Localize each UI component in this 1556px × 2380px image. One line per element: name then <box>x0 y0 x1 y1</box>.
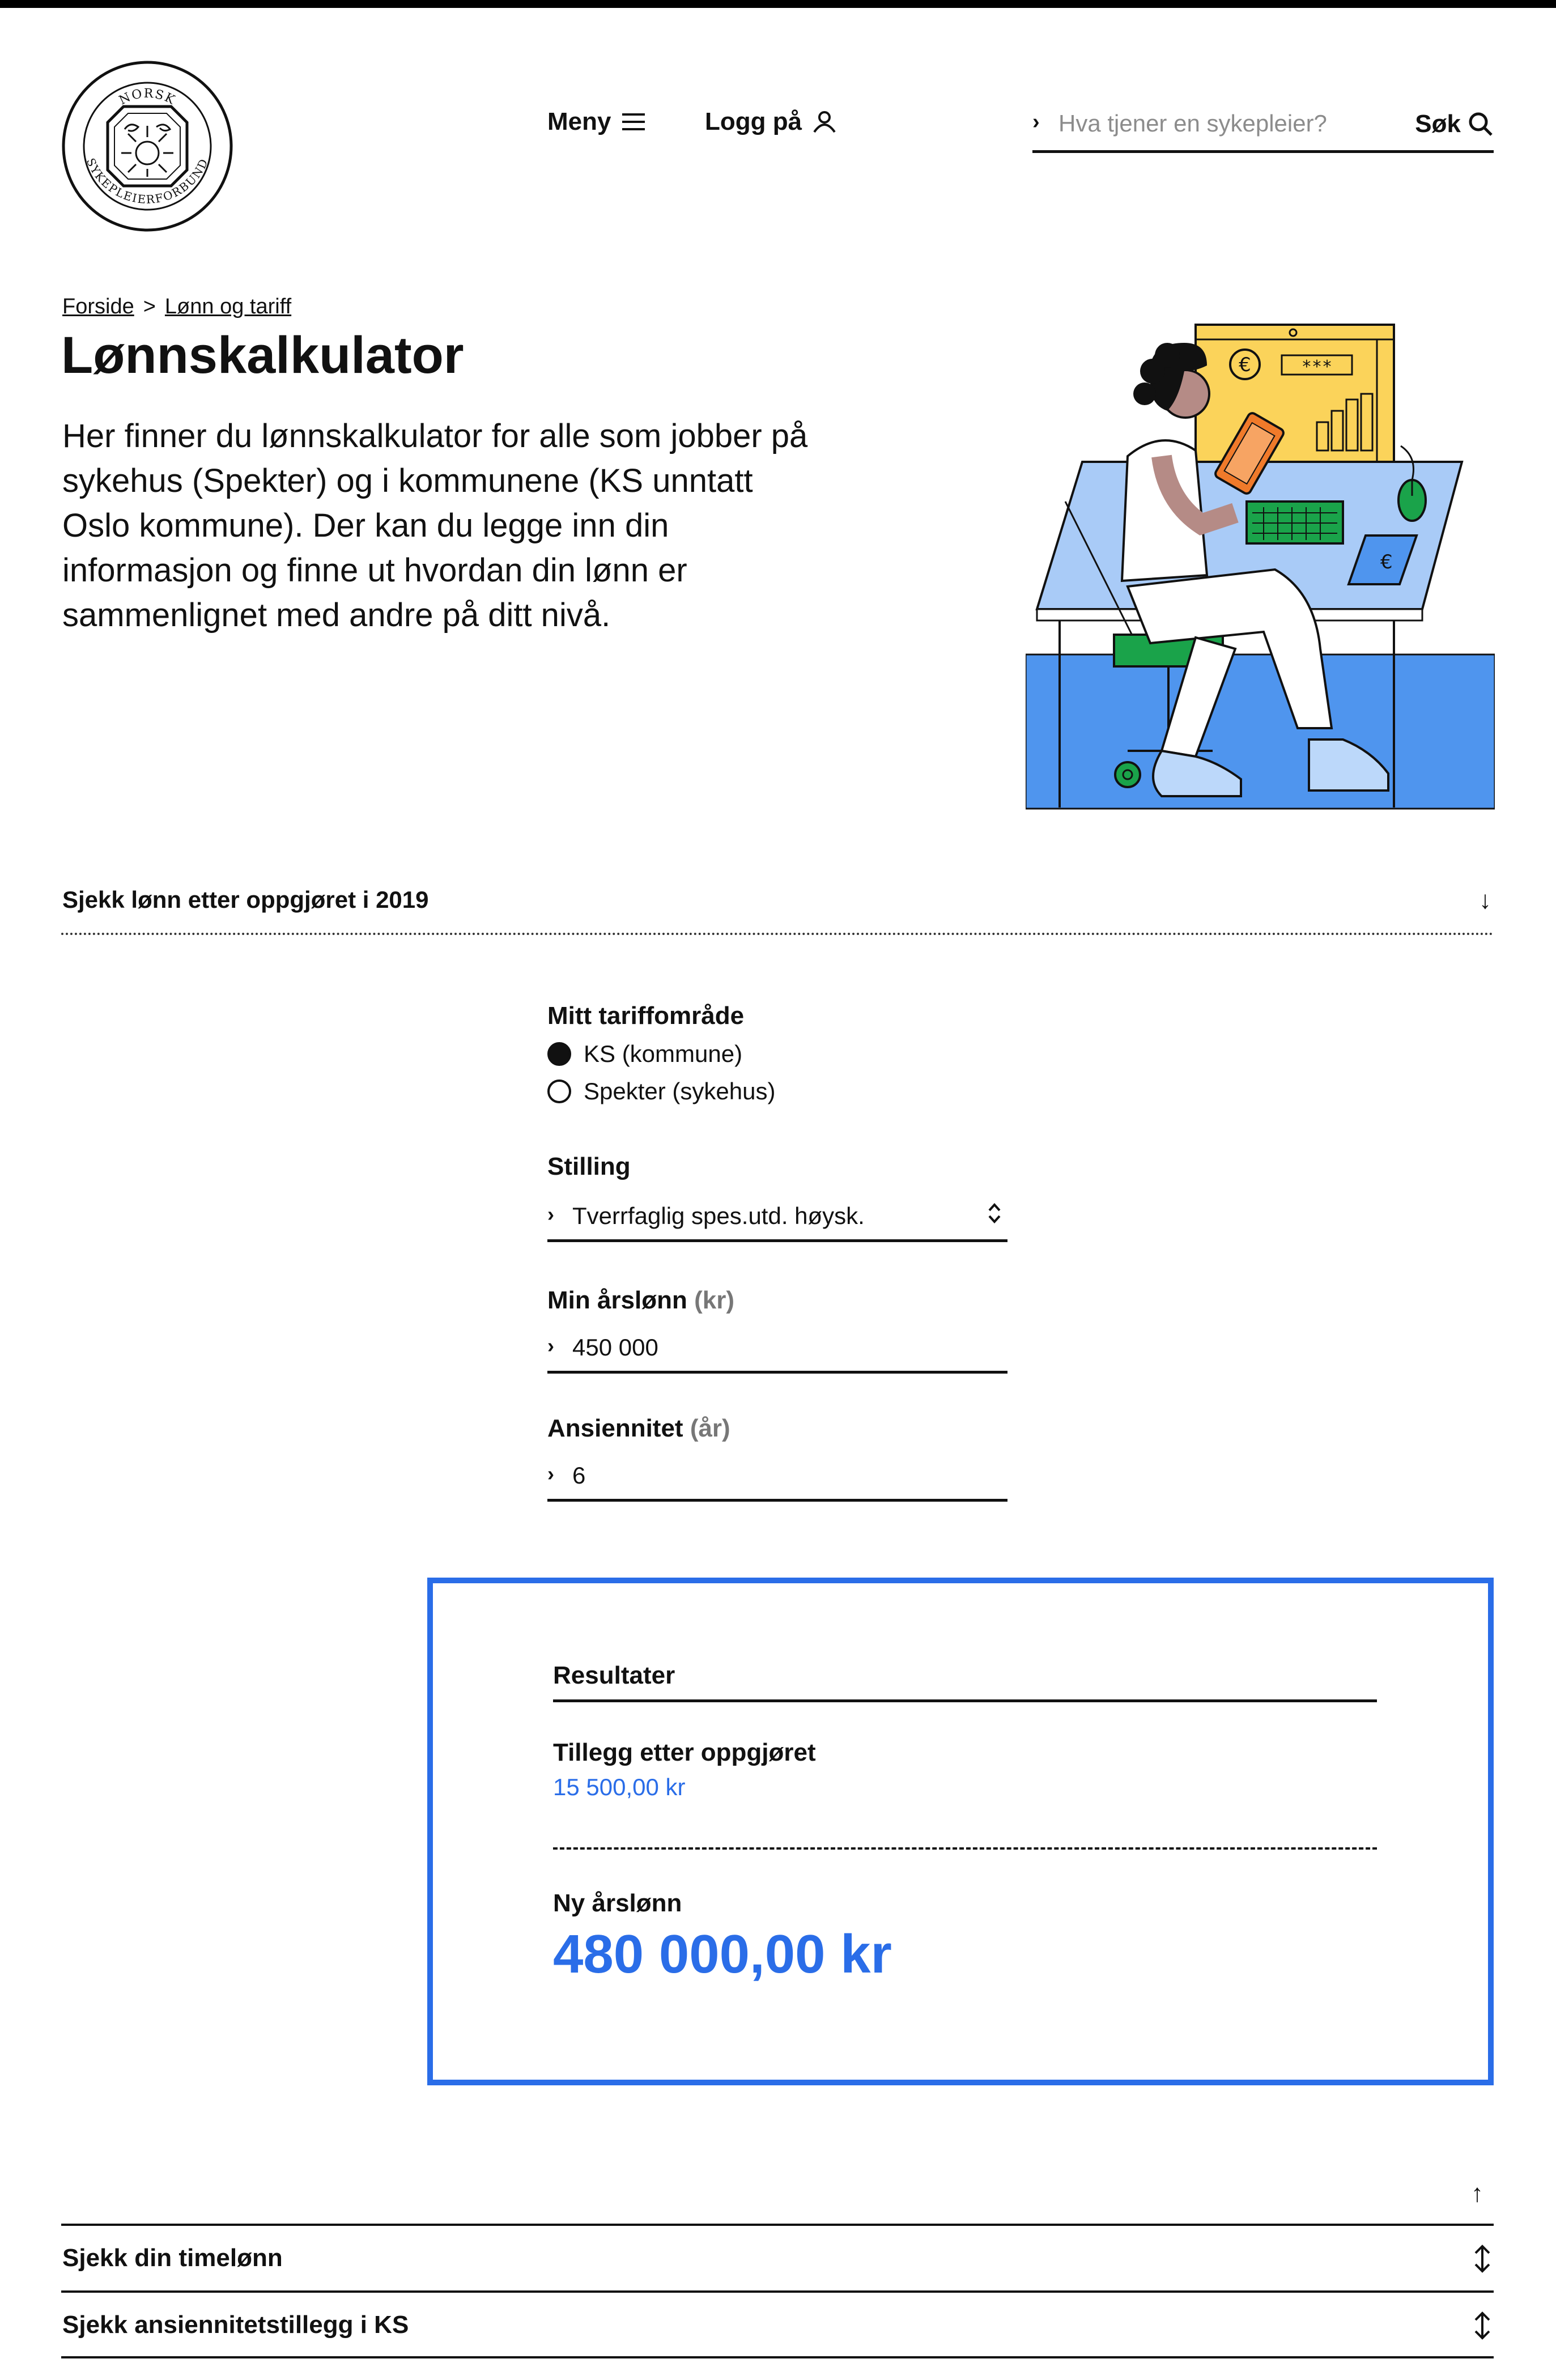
accordion-timelonn[interactable] <box>61 2224 1494 2290</box>
results-panel <box>427 1578 1494 2085</box>
seniority-value: 6 <box>572 1462 586 1489</box>
chevron-updown-icon <box>986 1199 1003 1227</box>
accordion-title: Sjekk lønn etter oppgjøret i 2019 <box>62 886 429 913</box>
tariff-label: Mitt tariffområde <box>547 1002 745 1030</box>
seniority-unit: (år) <box>690 1414 730 1442</box>
seniority-label-row <box>547 1414 730 1443</box>
salary-label-row <box>547 1286 734 1315</box>
chevron-right-icon: › <box>1032 110 1040 134</box>
addition-label: Tillegg etter oppgjøret <box>553 1739 816 1766</box>
radio-unselected-icon <box>547 1080 571 1103</box>
salary-input[interactable] <box>547 1321 1007 1374</box>
search-icon <box>1468 111 1494 137</box>
login-button[interactable] <box>705 108 837 136</box>
menu-button[interactable] <box>547 108 646 136</box>
expand-updown-icon <box>1471 2243 1494 2275</box>
search-bar <box>1032 102 1494 153</box>
search-input[interactable] <box>1058 108 1376 139</box>
chevron-right-icon: › <box>547 1334 554 1357</box>
nsf-logo[interactable] <box>61 60 233 232</box>
seniority-label: Ansiennitet <box>547 1414 683 1442</box>
seniority-input[interactable] <box>547 1450 1007 1502</box>
results-divider <box>553 1847 1377 1850</box>
position-value: Tverrfaglig spes.utd. høysk. <box>572 1202 865 1229</box>
radio-spekter[interactable] <box>547 1078 775 1105</box>
accordion-ansiennitet-title: Sjekk ansiennitetstillegg i KS <box>62 2311 409 2339</box>
top-border <box>0 0 1556 8</box>
chevron-right-icon: › <box>547 1462 554 1485</box>
breadcrumb-separator: > <box>143 295 156 318</box>
chevron-right-icon: › <box>547 1202 554 1226</box>
salary-value: 450 000 <box>572 1334 658 1361</box>
radio-selected-icon <box>547 1042 571 1066</box>
position-select[interactable] <box>547 1190 1007 1242</box>
position-label: Stilling <box>547 1153 631 1180</box>
hamburger-icon <box>621 112 646 132</box>
page-title: Lønnskalkulator <box>61 326 464 384</box>
expand-updown-icon <box>1471 2310 1494 2341</box>
salary-label: Min årslønn <box>547 1286 687 1314</box>
illus-euro-symbol: € <box>1239 354 1251 376</box>
menu-label: Meny <box>547 108 611 135</box>
breadcrumb <box>62 295 291 319</box>
intro-text: Her finner du lønnskalkulator for alle som jobber på sykehus (Spekter) og i kommunene (KS unntatt Oslo kommune). Der kan du legge inn din informasjon og finne ut hvordan din lønn er sammenlignet med andre på ditt nivå. <box>62 418 808 634</box>
bottom-divider <box>61 2356 1494 2358</box>
salary-unit: (kr) <box>694 1286 735 1314</box>
logo-ring-top: NORSK <box>117 86 178 108</box>
login-label: Logg på <box>705 108 802 135</box>
accordion-timelonn-title: Sjekk din timelønn <box>62 2244 283 2272</box>
new-salary-label: Ny årslønn <box>553 1889 682 1917</box>
results-title: Resultater <box>553 1661 675 1689</box>
results-header <box>553 1657 1377 1702</box>
accordion-ansiennitet-ks[interactable] <box>61 2290 1494 2357</box>
addition-value: 15 500,00 kr <box>553 1774 686 1800</box>
radio-ks-label: KS (kommune) <box>584 1040 743 1067</box>
illus-password-stars: *** <box>1301 357 1333 377</box>
accordion-header-lonn-2019[interactable] <box>61 878 1494 935</box>
breadcrumb-current-link[interactable]: Lønn og tariff <box>164 295 292 318</box>
arrow-up-icon[interactable]: ↑ <box>1471 2179 1483 2207</box>
logo-ring-bottom: SYKEPLEIERFORBUND <box>83 156 211 207</box>
search-button[interactable] <box>1415 110 1494 138</box>
new-salary-value: 480 000,00 kr <box>553 1924 892 1984</box>
breadcrumb-home-link[interactable]: Forside <box>62 295 134 318</box>
arrow-down-icon: ↓ <box>1479 886 1491 914</box>
radio-ks[interactable] <box>547 1040 742 1068</box>
user-icon <box>812 109 837 134</box>
illus-receipt-euro: € <box>1380 551 1393 573</box>
radio-spekter-label: Spekter (sykehus) <box>584 1078 776 1104</box>
search-button-label: Søk <box>1415 110 1461 138</box>
hero-illustration <box>1026 320 1495 810</box>
